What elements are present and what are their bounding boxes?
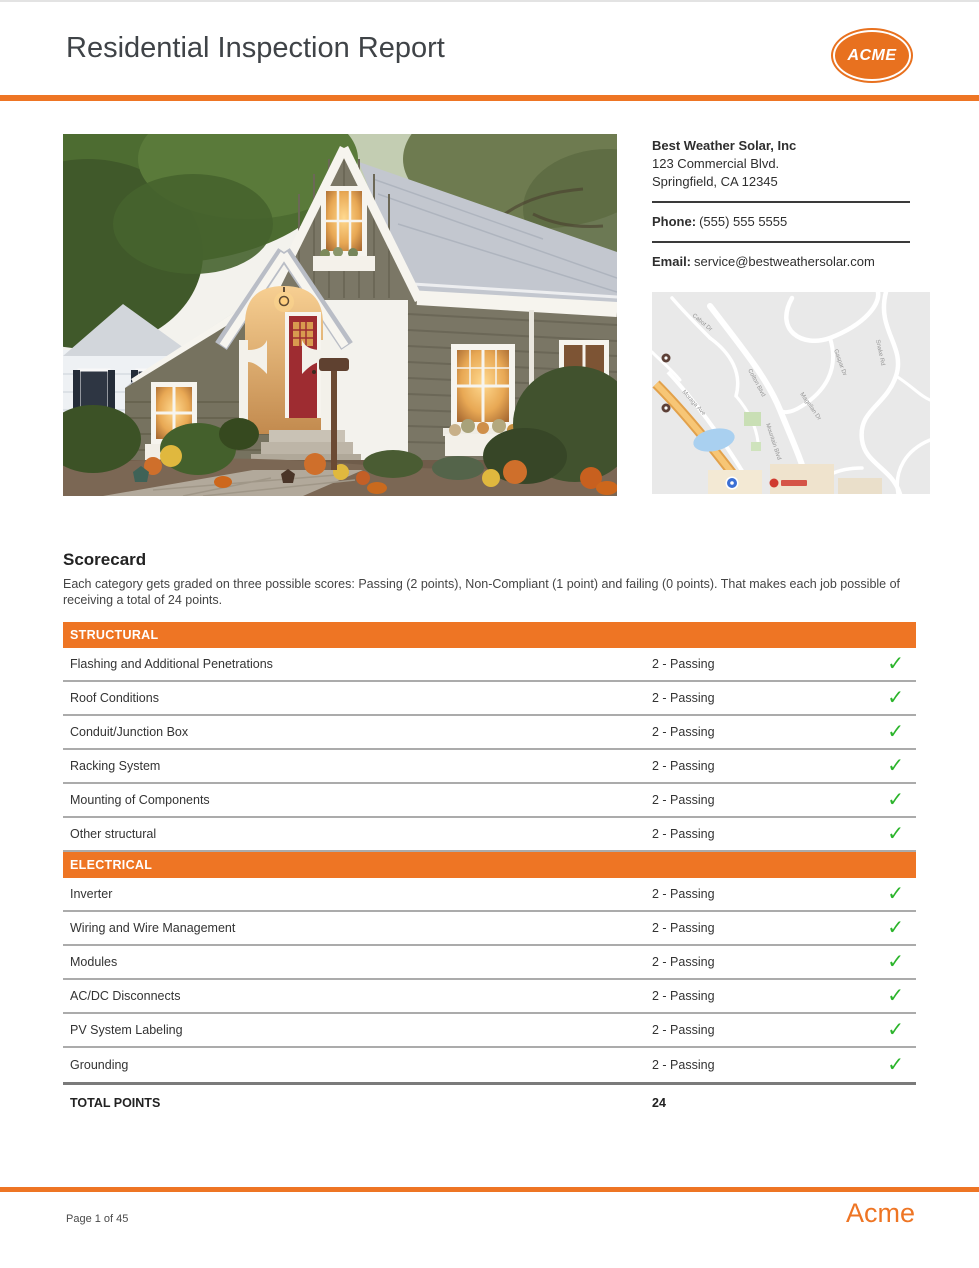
scorecard-item-label: Flashing and Additional Penetrations bbox=[70, 657, 273, 671]
pass-check-icon: ✓ bbox=[887, 721, 904, 743]
page-indicator: Page 1 of 45 bbox=[66, 1213, 129, 1225]
scorecard-item-score: 2 - Passing bbox=[652, 759, 715, 773]
acme-logo-text: ACME bbox=[847, 46, 897, 64]
scorecard-item-label: Mounting of Components bbox=[70, 793, 210, 807]
map-road-label: Gaspar Dr bbox=[832, 348, 848, 377]
company-info bbox=[652, 137, 910, 271]
pass-check-icon: ✓ bbox=[887, 1054, 904, 1076]
scorecard-row bbox=[63, 750, 916, 784]
scorecard-item-score: 2 - Passing bbox=[652, 887, 715, 901]
scorecard-row bbox=[63, 784, 916, 818]
pass-check-icon: ✓ bbox=[887, 653, 904, 675]
scorecard-item-label: Wiring and Wire Management bbox=[70, 921, 236, 935]
map-illustration bbox=[652, 292, 930, 494]
pass-check-icon: ✓ bbox=[887, 823, 904, 845]
acme-logo-ellipse bbox=[835, 32, 909, 79]
scorecard-row bbox=[63, 980, 916, 1014]
email-value: service@bestweathersolar.com bbox=[694, 254, 875, 269]
scorecard-item-label: AC/DC Disconnects bbox=[70, 989, 181, 1003]
map-road-label: Snake Rd bbox=[874, 339, 886, 367]
company-address-line1: 123 Commercial Blvd. bbox=[652, 156, 780, 171]
email-label: Email: bbox=[652, 254, 692, 269]
phone-value: (555) 555 5555 bbox=[699, 214, 788, 229]
scorecard-row bbox=[63, 716, 916, 750]
scorecard-item-label: PV System Labeling bbox=[70, 1023, 183, 1037]
map-road-label: Magellan Dr bbox=[798, 391, 822, 422]
scorecard-row bbox=[63, 682, 916, 716]
pass-check-icon: ✓ bbox=[887, 917, 904, 939]
scorecard-item-score: 2 - Passing bbox=[652, 955, 715, 969]
scorecard-item-label: Other structural bbox=[70, 827, 157, 841]
map-road-label: Moraga Ave bbox=[680, 389, 707, 418]
scorecard-item-label: Grounding bbox=[70, 1058, 129, 1072]
scorecard-item-label: Roof Conditions bbox=[70, 691, 159, 705]
scorecard-item-label: Conduit/Junction Box bbox=[70, 725, 189, 739]
company-email bbox=[652, 253, 910, 271]
scorecard-description: Each category gets graded on three possible scores: Passing (2 points), Non-Compliant (1 point) and failing (0 points). That makes each job possible of receiving a total of 24 points. bbox=[63, 577, 901, 607]
scorecard-section-header bbox=[63, 622, 916, 648]
scorecard-section-header bbox=[63, 852, 916, 878]
pass-check-icon: ✓ bbox=[887, 985, 904, 1007]
house-photo-illustration bbox=[63, 134, 617, 496]
scorecard-item-label: Racking System bbox=[70, 759, 161, 773]
scorecard-row bbox=[63, 818, 916, 852]
footer-brand: Acme bbox=[845, 1198, 915, 1228]
header-divider bbox=[0, 95, 979, 101]
acme-logo bbox=[831, 28, 913, 83]
pass-check-icon: ✓ bbox=[887, 755, 904, 777]
scorecard-item-score: 2 - Passing bbox=[652, 793, 715, 807]
scorecard-row bbox=[63, 946, 916, 980]
location-map bbox=[652, 292, 930, 494]
scorecard-item-score: 2 - Passing bbox=[652, 827, 715, 841]
pass-check-icon: ✓ bbox=[887, 687, 904, 709]
scorecard-item-score: 2 - Passing bbox=[652, 725, 715, 739]
footer-divider bbox=[0, 1187, 979, 1192]
scorecard-section-label: ELECTRICAL bbox=[70, 858, 153, 872]
page-title: Residential Inspection Report bbox=[66, 32, 445, 64]
company-divider bbox=[652, 201, 910, 203]
scorecard-item-score: 2 - Passing bbox=[652, 657, 715, 671]
pass-check-icon: ✓ bbox=[887, 1019, 904, 1041]
scorecard-item-score: 2 - Passing bbox=[652, 1023, 715, 1037]
company-name: Best Weather Solar, Inc bbox=[652, 138, 797, 153]
map-road-label: Colton Blvd bbox=[746, 368, 766, 399]
company-address-line2: Springfield, CA 12345 bbox=[652, 174, 778, 189]
company-divider bbox=[652, 241, 910, 243]
company-phone bbox=[652, 213, 910, 231]
scorecard-table bbox=[63, 622, 916, 1120]
scorecard-row bbox=[63, 878, 916, 912]
scorecard-item-label: Inverter bbox=[70, 887, 113, 901]
total-points-value: 24 bbox=[652, 1095, 666, 1110]
phone-label: Phone: bbox=[652, 214, 697, 229]
scorecard-table-body bbox=[63, 622, 916, 1082]
scorecard-row bbox=[63, 1048, 916, 1082]
scorecard-row bbox=[63, 912, 916, 946]
scorecard-row bbox=[63, 1014, 916, 1048]
scorecard-section-label: STRUCTURAL bbox=[70, 628, 159, 642]
property-overview bbox=[63, 133, 916, 513]
scorecard-item-score: 2 - Passing bbox=[652, 691, 715, 705]
house-photo bbox=[63, 134, 617, 496]
scorecard-item-score: 2 - Passing bbox=[652, 921, 715, 935]
total-points-label: TOTAL POINTS bbox=[70, 1095, 161, 1110]
total-points-row bbox=[63, 1082, 916, 1120]
map-road-label: Mountain Blvd bbox=[764, 422, 782, 461]
scorecard-item-score: 2 - Passing bbox=[652, 1058, 715, 1072]
pass-check-icon: ✓ bbox=[887, 883, 904, 905]
scorecard-item-score: 2 - Passing bbox=[652, 989, 715, 1003]
scorecard-item-label: Modules bbox=[70, 955, 118, 969]
map-road-label: Cabot Dr bbox=[690, 312, 713, 333]
pass-check-icon: ✓ bbox=[887, 789, 904, 811]
scorecard-row bbox=[63, 648, 916, 682]
scorecard-heading: Scorecard bbox=[63, 550, 147, 569]
pass-check-icon: ✓ bbox=[887, 951, 904, 973]
scorecard-section bbox=[63, 550, 916, 1120]
